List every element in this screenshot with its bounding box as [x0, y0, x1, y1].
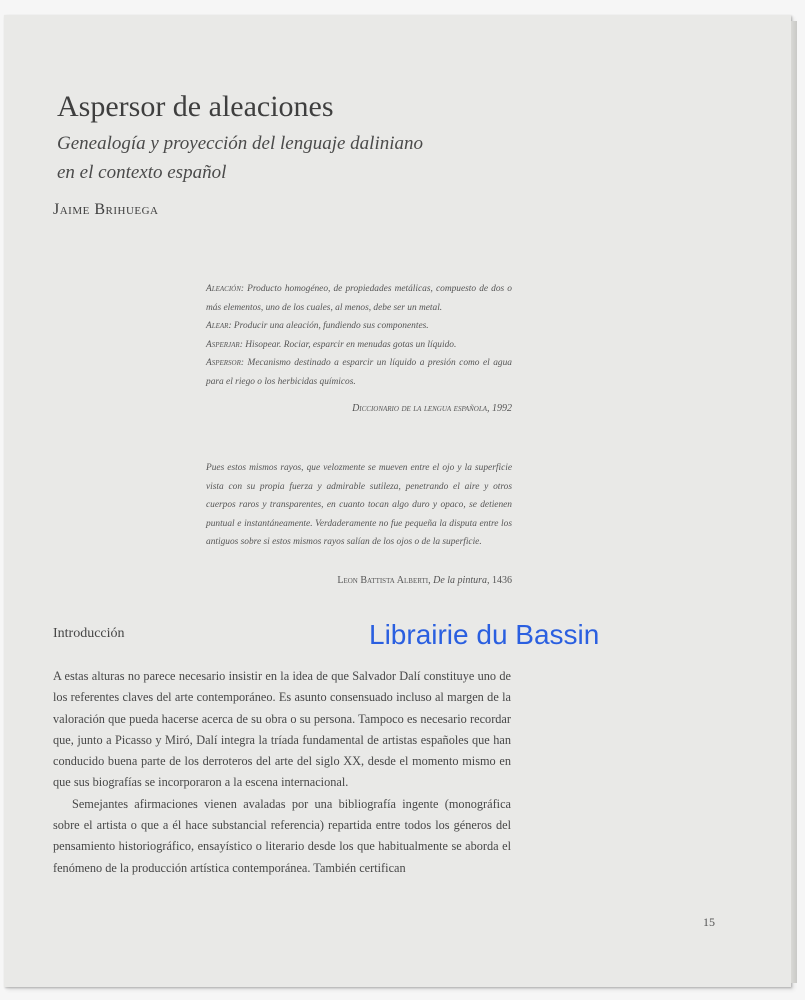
definition-term: Aspersor: — [206, 358, 245, 369]
alberti-source — [206, 575, 512, 586]
page-edge — [791, 21, 797, 983]
dictionary-source-text: Diccionario de la lengua española, 1992 — [352, 403, 512, 414]
definition-aleacion — [206, 280, 512, 317]
section-heading: Introducción — [53, 626, 125, 641]
definition-text: Hisopear. Rociar, esparcir en menudas gotas un líquido. — [242, 339, 457, 350]
alberti-source-year: 1436 — [489, 575, 512, 586]
dictionary-epigraph — [206, 280, 512, 392]
definition-aspersor — [206, 354, 512, 391]
definition-term: Asperjar: — [206, 339, 243, 350]
article-subtitle — [57, 129, 423, 187]
definition-text: Mecanismo destinado a esparcir un líquido a presión como el agua para el riego o los herbicidas químicos. — [206, 358, 512, 387]
definition-term: Aleación: — [206, 284, 245, 294]
definition-text: Producto homogéneo, de propiedades metálicas, compuesto de dos o más elementos, uno de los cuales, al menos, debe ser un metal. — [206, 284, 512, 313]
body-paragraph-1: A estas alturas no parece necesario insistir en la idea de que Salvador Dalí constituye uno de los referentes claves del arte contemporáneo. Es asunto consensuado incluso al margen de la valoración que pueda hacerse acerca de su obra o su persona. Tampoco es necesario recordar que, junto a Picasso y Miró, Dalí integra la tríada fundamental de artistas españoles que han conducido buena parte de los derroteros del arte del siglo XX, desde el momento mismo en que sus biografías se incorporaron a la escena internacional. — [53, 669, 511, 790]
alberti-epigraph: Pues estos mismos rayos, que velozmente se mueven entre el ojo y la superficie vista con su propia fuerza y admirable sutileza, penetrando el aire y otros cuerpos raros y transparentes, en cuanto tocan algo duro y opaco, se detienen puntual e instantáneamente. Verdaderamente no fue pequeña la disputa entre los antiguos sobre si estos mismos rayos salían de los ojos o de la superficie. — [206, 463, 512, 548]
watermark: Librairie du Bassin — [369, 619, 600, 650]
body-paragraph-2: Semejantes afirmaciones vienen avaladas por una bibliografía ingente (monográfica sobre el artista o que a él hace substancial referencia) repartida entre todos los géneros del pensamiento historiográfico, ensayístico o literario desde los que habitualmente se aborda el fenómeno de la producción artística contemporánea. También certifican — [53, 796, 511, 875]
alberti-source-work: De la pintura, — [430, 575, 490, 586]
alberti-source-author: Leon Battista Alberti, — [337, 575, 431, 586]
dictionary-source — [206, 403, 512, 414]
definition-alear — [206, 317, 512, 336]
page-number: 15 — [703, 915, 715, 929]
body-text — [53, 666, 511, 879]
definition-term: Alear: — [206, 321, 232, 332]
definition-asperjar — [206, 336, 512, 355]
subtitle-line-1: Genealogía y proyección del lenguaje daliniano — [57, 133, 424, 154]
article-title: Aspersor de aleaciones — [57, 90, 334, 123]
article-author: Jaime Brihuega — [53, 201, 159, 218]
book-page — [4, 15, 791, 987]
subtitle-line-2: en el contexto español — [57, 162, 227, 183]
definition-text: Producir una aleación, fundiendo sus componentes. — [231, 321, 429, 332]
